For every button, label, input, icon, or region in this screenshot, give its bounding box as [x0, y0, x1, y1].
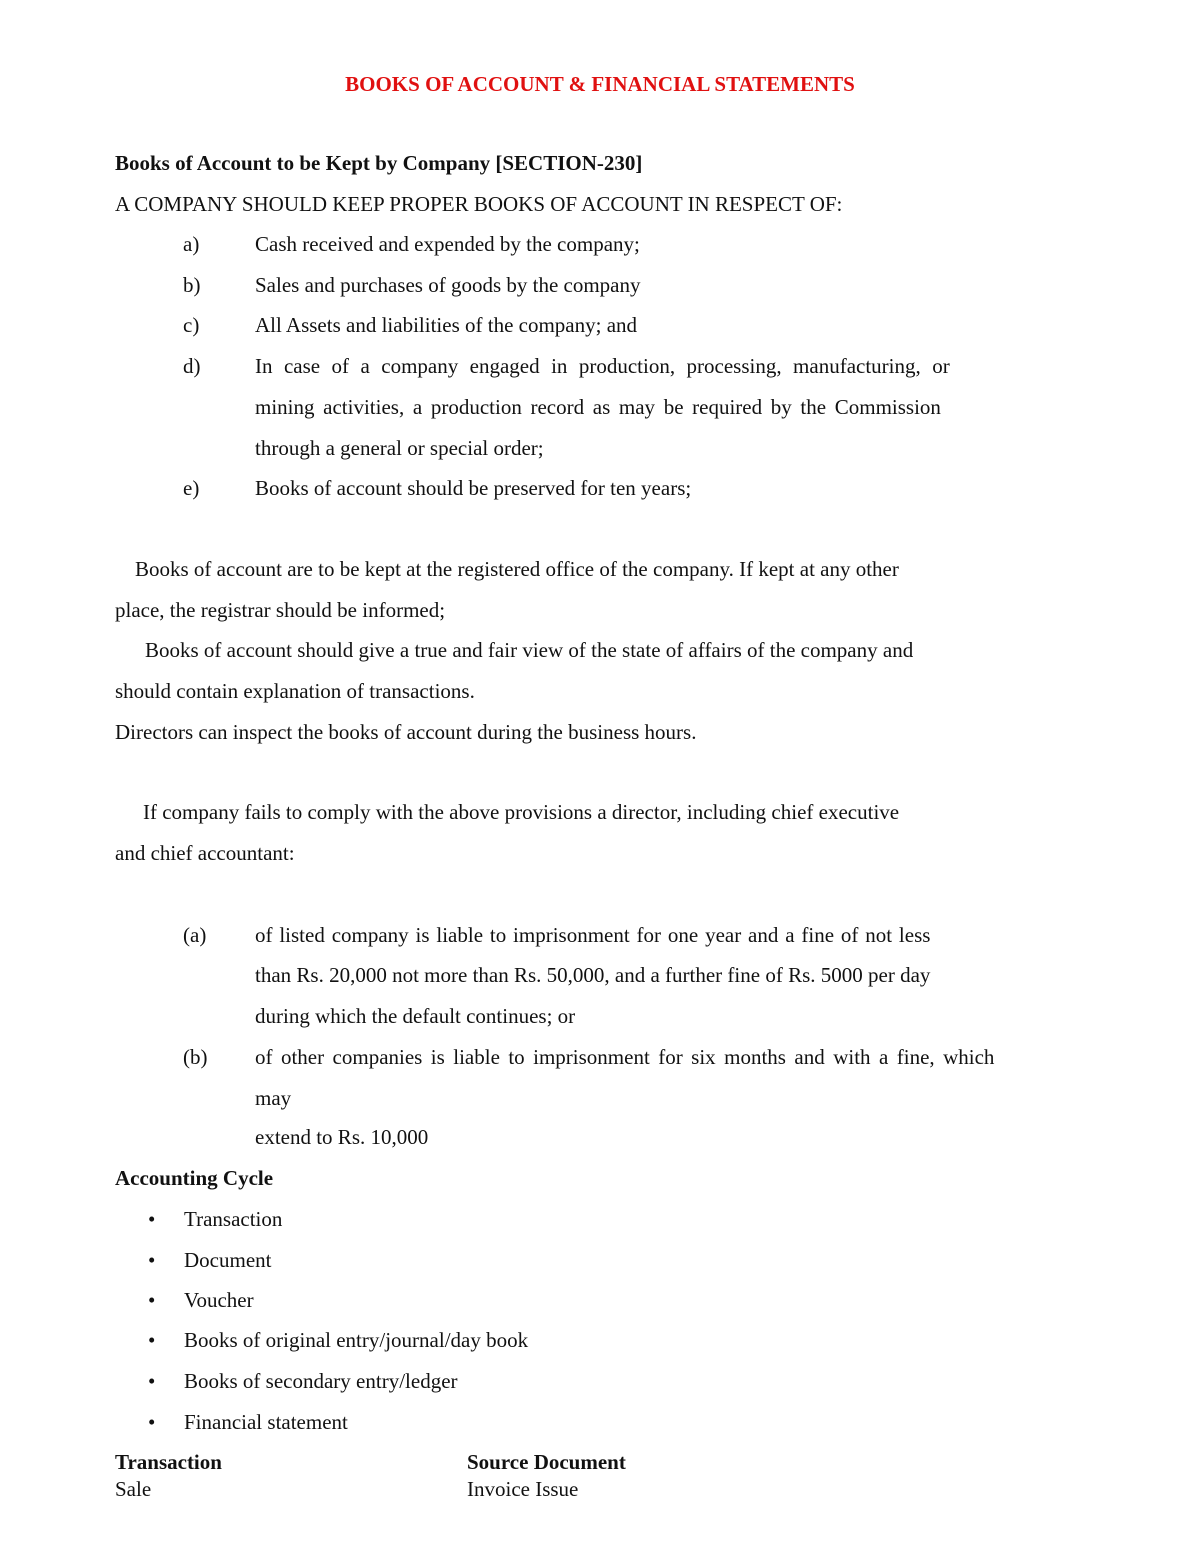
table-cell-transaction: Sale [115, 1477, 152, 1501]
item-text-d-line3: through a general or special order; [255, 436, 544, 460]
table-cell-source-document: Invoice Issue [467, 1477, 579, 1501]
penalty-text-b-line3: extend to Rs. 10,000 [255, 1125, 429, 1149]
penalty-text-a-line1: of listed company is liable to imprisonment for one year and a fine of not less [255, 923, 931, 947]
item-label-a: a) [183, 232, 200, 256]
penalty-label-b: (b) [183, 1045, 208, 1069]
paragraph-directors-inspect: Directors can inspect the books of account during the business hours. [115, 720, 697, 744]
cycle-item-financial-statement: Financial statement [184, 1410, 348, 1434]
document-title: BOOKS OF ACCOUNT & FINANCIAL STATEMENTS [345, 72, 855, 96]
bullet-icon: • [148, 1328, 156, 1352]
penalty-text-a-line3: during which the default continues; or [255, 1004, 576, 1028]
bullet-icon: • [148, 1410, 156, 1434]
paragraph-noncompliance-line2: and chief accountant: [115, 841, 295, 865]
cycle-item-document: Document [184, 1248, 272, 1272]
paragraph-registered-office-line1: Books of account are to be kept at the registered office of the company. If kept at any other [135, 557, 899, 581]
penalty-text-a-line2: than Rs. 20,000 not more than Rs. 50,000, and a further fine of Rs. 5000 per day [255, 963, 931, 987]
penalty-text-b-line1: of other companies is liable to imprisonment for six months and with a fine, which [255, 1045, 995, 1069]
item-label-b: b) [183, 273, 201, 297]
item-text-b: Sales and purchases of goods by the company [255, 273, 641, 297]
item-text-a: Cash received and expended by the company; [255, 232, 640, 256]
cycle-heading: Accounting Cycle [115, 1166, 274, 1190]
item-text-d-line1: In case of a company engaged in production, processing, manufacturing, or [255, 354, 950, 378]
penalty-label-a: (a) [183, 923, 207, 947]
item-text-d-line2: mining activities, a production record as may be required by the Commission [255, 395, 941, 419]
item-text-e: Books of account should be preserved for ten years; [255, 476, 692, 500]
bullet-icon: • [148, 1288, 156, 1312]
table-header-transaction: Transaction [115, 1450, 222, 1474]
item-label-e: e) [183, 476, 200, 500]
item-label-c: c) [183, 313, 200, 337]
item-label-d: d) [183, 354, 201, 378]
item-text-c: All Assets and liabilities of the company; and [255, 313, 638, 337]
cycle-item-original-entry: Books of original entry/journal/day book [184, 1328, 529, 1352]
bullet-icon: • [148, 1248, 156, 1272]
section-heading: Books of Account to be Kept by Company [SECTION-230] [115, 151, 643, 175]
cycle-item-voucher: Voucher [184, 1288, 254, 1312]
paragraph-noncompliance-line1: If company fails to comply with the above provisions a director, including chief executive [143, 800, 900, 824]
cycle-item-transaction: Transaction [184, 1207, 283, 1231]
paragraph-registered-office-line2: place, the registrar should be informed; [115, 598, 446, 622]
penalty-text-b-line2: may [255, 1086, 292, 1110]
table-header-source-document: Source Document [467, 1450, 626, 1474]
bullet-icon: • [148, 1369, 156, 1393]
bullet-icon: • [148, 1207, 156, 1231]
cycle-item-secondary-entry: Books of secondary entry/ledger [184, 1369, 458, 1393]
paragraph-true-fair-line2: should contain explanation of transactions. [115, 679, 475, 703]
intro-text: A COMPANY SHOULD KEEP PROPER BOOKS OF ACCOUNT IN RESPECT OF: [115, 192, 843, 216]
paragraph-true-fair-line1: Books of account should give a true and fair view of the state of affairs of the company and [145, 638, 914, 662]
